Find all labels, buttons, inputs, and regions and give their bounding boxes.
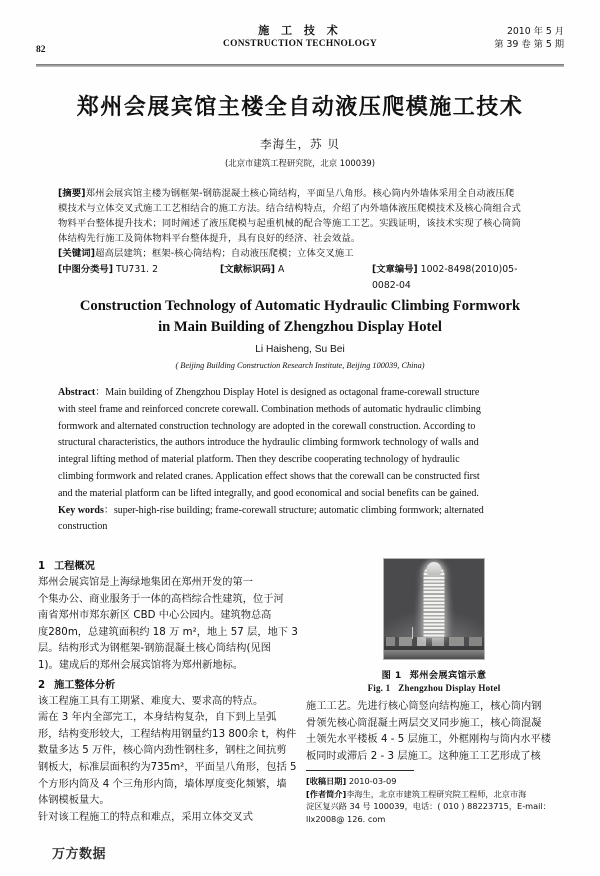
abstract-cn-line-2: 模技术与立体交叉式施工工艺相结合的施工方法。结合结构特点，介绍了内外墙体液压爬模技术及核心筒组合式	[58, 203, 521, 215]
doc-code-label: [文献标识码]	[220, 264, 275, 276]
body-line: 1)。建成后的郑州会展宾馆将为郑州新地标。	[38, 659, 244, 671]
figure-caption-en-text: Zhengzhou Display Hotel	[398, 683, 501, 693]
article-id-value: 1002-8498(2010)05-0082-04	[372, 264, 518, 291]
body-line: 钢板大，标准层面积约为735m²，平面呈八角形，包括 5	[38, 761, 297, 773]
figure-caption-cn	[306, 667, 562, 681]
author-bio-line-3: llx2008@ 126. com	[306, 813, 386, 824]
title-en-line-1: Construction Technology of Automatic Hydraulic Climbing Formwork	[79, 298, 521, 314]
abstract-cn-block	[58, 186, 542, 293]
body-line: 针对该工程施工的特点和难点，采用立体交叉式	[38, 811, 253, 823]
affiliation-cn: (北京市建筑工程研究院，北京 100039)	[224, 158, 376, 168]
keywords-en-label: Key words	[58, 504, 104, 516]
abstract-cn-line-3: 物料平台整体提升技术；同时阐述了液压爬模与起重机械的配合等施工工艺。实践证明，该技术实现了核心筒筒	[58, 218, 521, 230]
page-number: 82	[36, 45, 46, 55]
footnote-rule	[306, 770, 414, 771]
abstract-en-line-5: integral lifting method of material platform. Then they describe cooperating technology of hydraulic	[58, 454, 460, 466]
body-column-right	[306, 556, 562, 765]
journal-title-cn: 施 工 技 术	[258, 24, 342, 37]
section-number-1: 1	[38, 561, 46, 572]
body-line: 需在 3 年内全部完工，本身结构复杂，自下到上呈弧	[38, 712, 277, 724]
authors-en: Li Haisheng, Su Bei	[255, 344, 345, 355]
section-title-2: 施工整体分析	[54, 679, 116, 691]
affiliation-en: ( Beijing Building Construction Research Institute, Beijing 100039, China)	[175, 361, 425, 370]
abstract-en-line-3: formwork and alternated construction technology are adopted in the corewall construction. According to	[58, 420, 476, 432]
section-heading-1	[38, 558, 294, 575]
page-title: 郑州会展宾馆主楼全自动液压爬模施工技术	[76, 95, 524, 120]
keywords-cn-label: [关键词]	[58, 248, 96, 260]
body-line: 板同时或滞后 2 - 3 层施工。这种施工工艺形成了核	[306, 750, 541, 762]
body-line: 数量多达 5 万件，核心筒内劲性钢柱多，钢柱之间抗剪	[38, 745, 287, 757]
body-line: 该工程施工具有工期紧、难度大、要求高的特点。	[38, 695, 264, 707]
keywords-cn-value: 超高层建筑；框架-核心筒结构；自动液压爬模；立体交叉施工	[95, 248, 354, 260]
authors-cn: 李海生，苏 贝	[260, 137, 340, 151]
figure-1	[306, 558, 562, 693]
page-title-en	[60, 296, 540, 338]
abstract-en-line-7: and the material platform can be lifted integrally, and good economical and social benefits can be gained.	[58, 487, 479, 499]
clc-value: TU731. 2	[115, 264, 159, 276]
tower-photo	[383, 558, 485, 660]
body-line: 骨领先核心筒混凝土两层交叉同步施工，核心筒混凝	[306, 717, 542, 729]
section-heading-2	[38, 677, 294, 694]
keywords-en-line-1: Key words：super-high-rise building; frame-corewall structure; automatic climbing formwork; alternated	[58, 504, 484, 516]
abstract-cn-label: [摘要]	[58, 188, 86, 199]
issue-volume: 第 39 卷 第 5 期	[494, 39, 564, 50]
received-date-line	[306, 775, 562, 788]
author-bio-line-2: 淀区复兴路 34 号 100039，电话：( 010 ) 88223715，E-mail：	[306, 801, 551, 812]
body-line: 土领先水平楼板 4 - 5 层施工，外框刚构与筒内水平楼	[306, 734, 551, 746]
abstract-en-line-2: with steel frame and reinforced concrete corewall. Combination methods of automatic hydraulic climbing	[58, 403, 481, 415]
title-en-line-2: in Main Building of Zhengzhou Display Hotel	[158, 319, 442, 335]
abstract-cn-line-1: [摘要]郑州会展宾馆主楼为钢框架-钢筋混凝土核心筒结构，平面呈八角形。核心筒内外墙体采用全自动液压爬	[58, 188, 515, 199]
photo-water	[384, 650, 484, 659]
body-line: 施工工艺。先进行核心筒竖向结构施工，核心筒内钢	[306, 701, 542, 712]
received-date-value: 2010-03-09	[348, 776, 397, 786]
body-line: 层。结构形式为钢框架-钢筋混凝土核心筒结构(见图	[38, 643, 271, 655]
abstract-en-line-1: Abstract：Main building of Zhengzhou Display Hotel is designed as octagonal frame-corewall structure	[58, 387, 480, 398]
page-header	[36, 24, 564, 64]
body-line: 南省郑州市郑东新区 CBD 中心公园内。建筑物总高	[38, 610, 272, 622]
photo-mast	[412, 627, 413, 639]
abstract-en-line-6: climbing formwork and related cranes. Application effect shows that the corewall can be constructed first	[58, 470, 480, 482]
figure-caption-en	[306, 683, 562, 693]
article-id-label: [文章编号]	[372, 264, 418, 276]
abstract-cn-line-4: 体结构先行施工及筒体物料平台整体提升，具有良好的经济、社会效益。	[58, 233, 361, 245]
body-line: 度280m，总建筑面积约 18 万 m²，地上 57 层，地下 3	[38, 626, 298, 638]
author-bio-line-1: [作者简介]李海生，北京市建筑工程研究院工程师，北京市海	[306, 788, 527, 799]
photo-tower-crown	[427, 562, 442, 575]
figure-number-en: Fig. 1	[367, 683, 391, 693]
issue-info	[494, 25, 564, 51]
photo-skyline	[386, 637, 482, 646]
footnote-block	[306, 770, 562, 825]
article-id-cell	[372, 262, 542, 292]
body-line: 个方形内筒及 4 个三角形内筒，墙体厚度变化频繁，墙	[38, 778, 287, 790]
abstract-en-label: Abstract	[58, 387, 96, 398]
keywords-cn-line	[58, 246, 542, 261]
clc-cell	[58, 262, 220, 292]
body-line: 郑州会展宾馆是上海绿地集团在郑州开发的第一	[38, 577, 253, 588]
body-line: 个集办公、商业服务于一体的高档综合性建筑，位于河	[38, 593, 284, 605]
abstract-en-block	[58, 385, 544, 536]
photo-tower-body	[424, 566, 445, 638]
journal-title-en: CONSTRUCTION TECHNOLOGY	[223, 39, 377, 49]
issue-date: 2010 年 5 月	[506, 26, 564, 37]
wanfang-watermark: 万方数据	[52, 847, 107, 862]
clc-label: [中图分类号]	[58, 264, 113, 276]
author-bio-label: [作者简介]	[306, 788, 347, 799]
journal-title-block	[223, 24, 377, 50]
doc-code-value: A	[277, 264, 285, 276]
body-line: 体钢模板量大。	[38, 795, 110, 807]
section-title-1: 工程概况	[54, 561, 95, 572]
section-number-2: 2	[38, 679, 46, 691]
figure-caption-cn-text: 郑州会展宾馆示意	[409, 670, 487, 681]
keywords-en-line-2: construction	[58, 521, 108, 533]
header-rule	[36, 64, 564, 67]
metadata-row	[58, 262, 542, 292]
body-column-left	[38, 556, 298, 826]
received-date-label: [收稿日期]	[306, 776, 347, 786]
abstract-en-line-4: structural characteristics, the authors introduce the hydraulic climbing formwork technology of walls and	[58, 437, 479, 449]
figure-number-cn: 图 1	[381, 670, 402, 681]
doc-code-cell	[220, 262, 372, 292]
body-line: 形，结构变形较大，工程结构用钢量约13 800余 t，构件	[38, 728, 297, 740]
